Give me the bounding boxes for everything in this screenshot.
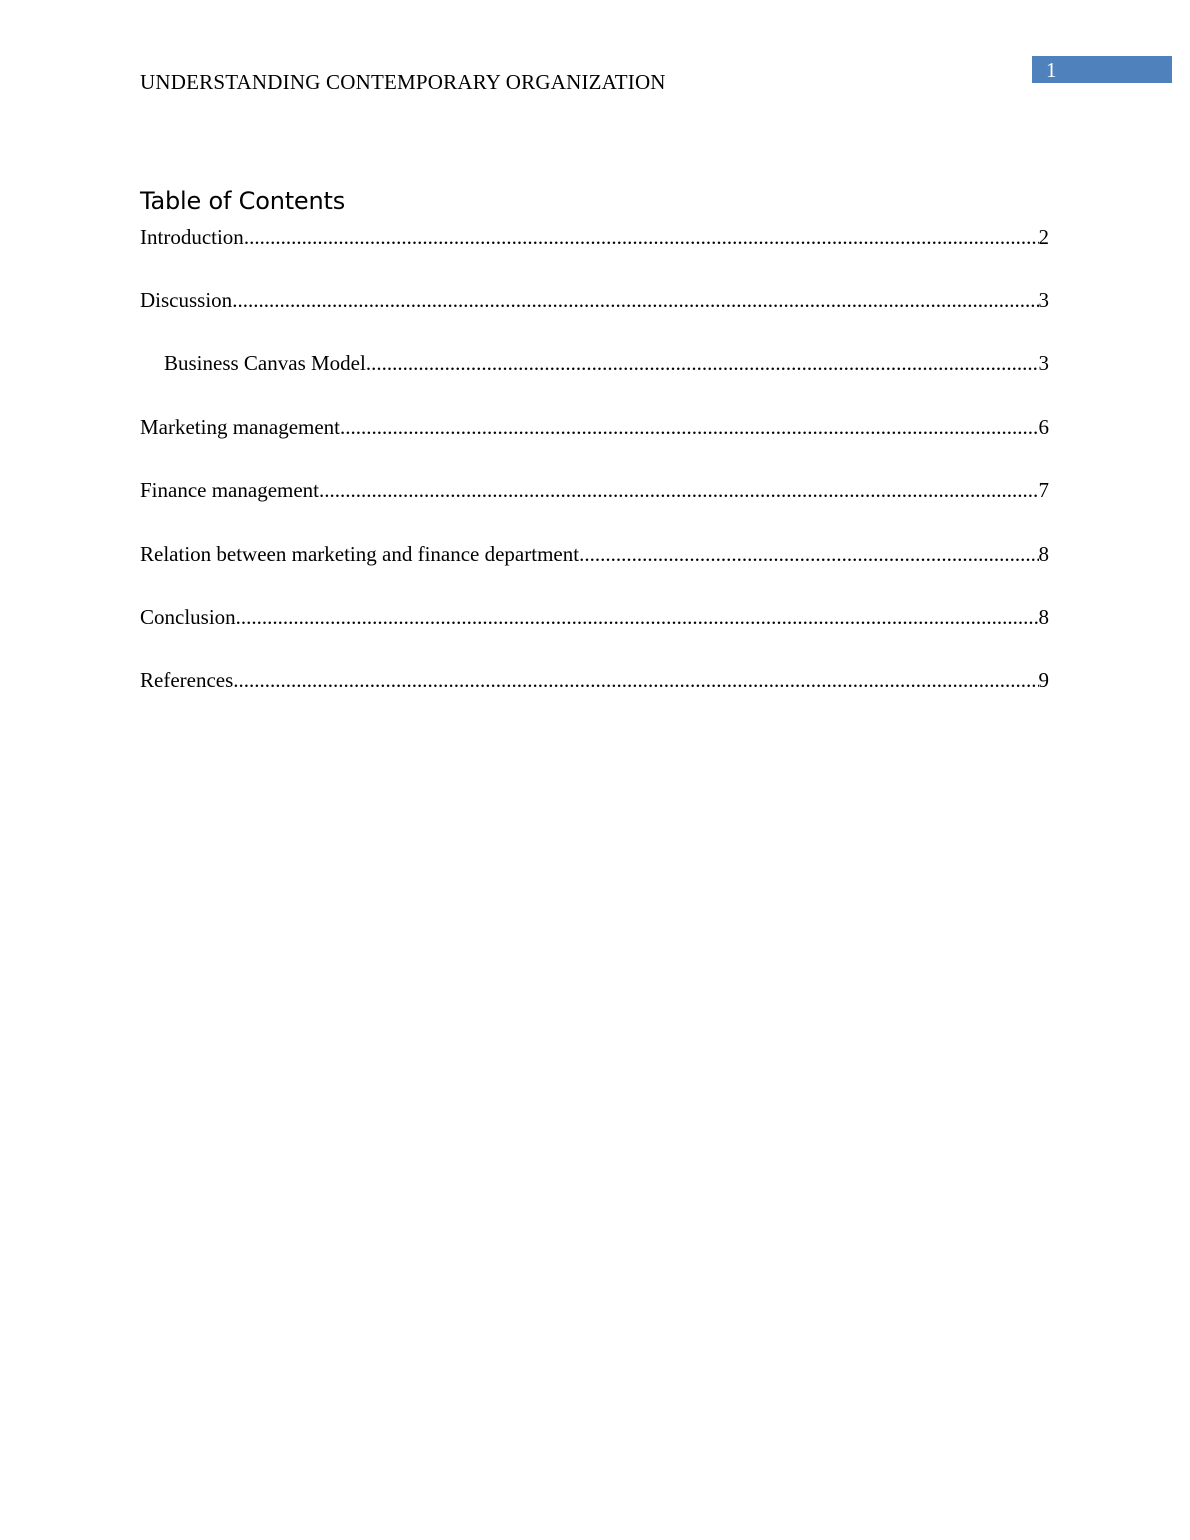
toc-entry-label: Introduction <box>140 225 244 249</box>
toc-entry-conclusion[interactable] <box>140 603 1049 631</box>
toc-dot-leader <box>340 413 1038 441</box>
toc-heading: Table of Contents <box>140 187 346 215</box>
toc-entry-page: 9 <box>1038 668 1049 692</box>
toc-entry-page: 7 <box>1038 478 1049 502</box>
toc-entry-label: Relation between marketing and finance department <box>140 542 580 566</box>
toc-entry-label: Finance management <box>140 478 320 502</box>
toc-entry-finance-management[interactable] <box>140 476 1049 504</box>
running-head: UNDERSTANDING CONTEMPORARY ORGANIZATION <box>140 70 666 94</box>
toc-entry-page: 8 <box>1038 542 1049 566</box>
toc-entry-relation-marketing-finance[interactable] <box>140 540 1049 568</box>
toc-entry-page: 2 <box>1038 225 1049 249</box>
toc-entry-references[interactable] <box>140 666 1049 694</box>
toc-dot-leader <box>319 476 1038 504</box>
toc-dot-leader <box>366 349 1039 377</box>
toc-entry-page: 3 <box>1038 288 1049 312</box>
toc-dot-leader <box>233 666 1038 694</box>
toc-entry-discussion[interactable] <box>140 286 1049 314</box>
toc-entry-introduction[interactable] <box>140 223 1049 251</box>
toc-dot-leader <box>236 603 1039 631</box>
toc-dot-leader <box>244 223 1039 251</box>
toc-entry-label: References <box>140 668 234 692</box>
toc-entry-label: Conclusion <box>140 605 236 629</box>
toc-entry-label: Marketing management <box>140 415 341 439</box>
toc-entry-marketing-management[interactable] <box>140 413 1049 441</box>
toc-dot-leader <box>232 286 1038 314</box>
toc-entry-label: Discussion <box>140 288 233 312</box>
toc-dot-leader <box>579 540 1038 568</box>
page-number: 1 <box>1046 58 1057 82</box>
toc-entry-business-canvas-model[interactable] <box>164 349 1049 377</box>
toc-entry-page: 8 <box>1038 605 1049 629</box>
page-number-badge <box>1032 56 1172 83</box>
toc-entry-page: 3 <box>1038 351 1049 375</box>
toc-entry-page: 6 <box>1038 415 1049 439</box>
toc-entry-label: Business Canvas Model <box>164 351 366 375</box>
